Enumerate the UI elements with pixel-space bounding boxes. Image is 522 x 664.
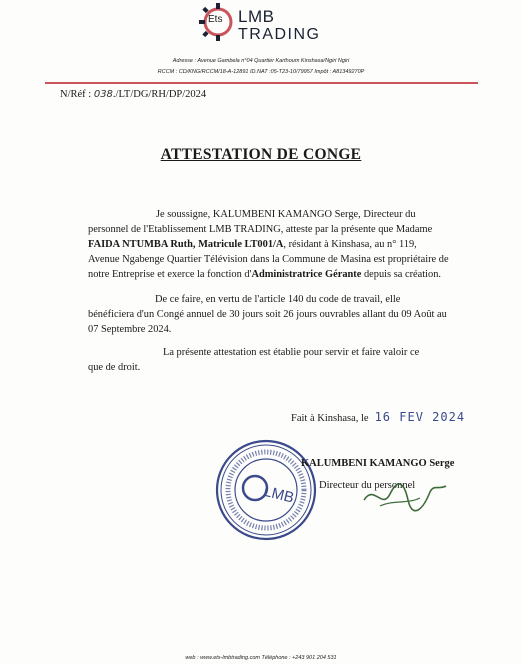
body-line: que de droit. xyxy=(88,362,141,373)
body-line xyxy=(88,267,460,282)
logo-trading-text: TRADING xyxy=(238,26,321,43)
handwritten-signature xyxy=(360,470,450,520)
employee-function: Administratrice Gérante xyxy=(251,269,362,280)
body-line: 07 Septembre 2024. xyxy=(88,324,172,335)
employee-identity: FAIDA NTUMBA Ruth, Matricule LT001/A xyxy=(88,239,284,250)
company-registry: RCCM : CD/KNG/RCCM/18-A-12891 ID.NAT :05-T23-10/79957 Impôt : A81349270P xyxy=(157,69,365,75)
logo-ets-text: Ets xyxy=(208,14,223,25)
body-text: , résidant à Kinshasa, au n° 119, xyxy=(283,239,417,250)
reference-handwritten-number: 038 xyxy=(93,89,113,100)
reference-number xyxy=(60,89,206,100)
place-text: Fait à Kinshasa, le xyxy=(291,413,369,424)
seal-text: LMB xyxy=(261,482,296,507)
body-line: Avenue Ngabenge Quartier Télévision dans la Commune de Masina est propriétaire de xyxy=(88,254,449,265)
document-title: ATTESTATION DE CONGE xyxy=(160,146,362,163)
body-line: La présente attestation est établie pour servir et faire valoir ce xyxy=(163,347,420,358)
body-line: De ce faire, en vertu de l'article 140 du code de travail, elle xyxy=(155,294,401,305)
body-line xyxy=(88,237,460,252)
company-logo xyxy=(198,2,338,50)
body-text: depuis sa création. xyxy=(361,269,442,280)
body-paragraph-1 xyxy=(88,207,460,282)
company-seal xyxy=(214,438,318,542)
body-line: personnel de l'Etablissement LMB TRADING, atteste par la présente que Madame xyxy=(88,224,433,235)
logo-lmb-text: LMB xyxy=(238,7,275,26)
date-stamp: 16 FEV 2024 xyxy=(374,410,466,424)
footer-contact: web : www.ets-lmbtrading.com Téléphone : +243 901 204 531 xyxy=(185,655,337,661)
body-line: Je soussigne, KALUMBENI KAMANGO Serge, Directeur du xyxy=(156,209,416,220)
body-text: notre Entreprise et exerce la fonction d' xyxy=(88,269,252,280)
reference-prefix: N/Réf : xyxy=(60,89,94,100)
reference-suffix: ./LT/DG/RH/DP/2024 xyxy=(112,89,207,100)
signatory-name: KALUMBENI KAMANGO Serge xyxy=(301,458,455,469)
signatory-role: Directeur du personnel xyxy=(319,480,416,491)
place-and-date xyxy=(291,410,465,424)
body-line: bénéficiera d'un Congé annuel de 30 jours soit 26 jours ouvrables allant du 09 Août au xyxy=(88,309,447,320)
company-address: Adresse : Avenue Gambela n°04 Quartier Karthoum Kinshasa/Ngiri Ngiri xyxy=(172,58,350,64)
header-divider xyxy=(45,82,478,84)
body-paragraph-3 xyxy=(88,345,460,375)
body-paragraph-2 xyxy=(88,292,460,337)
